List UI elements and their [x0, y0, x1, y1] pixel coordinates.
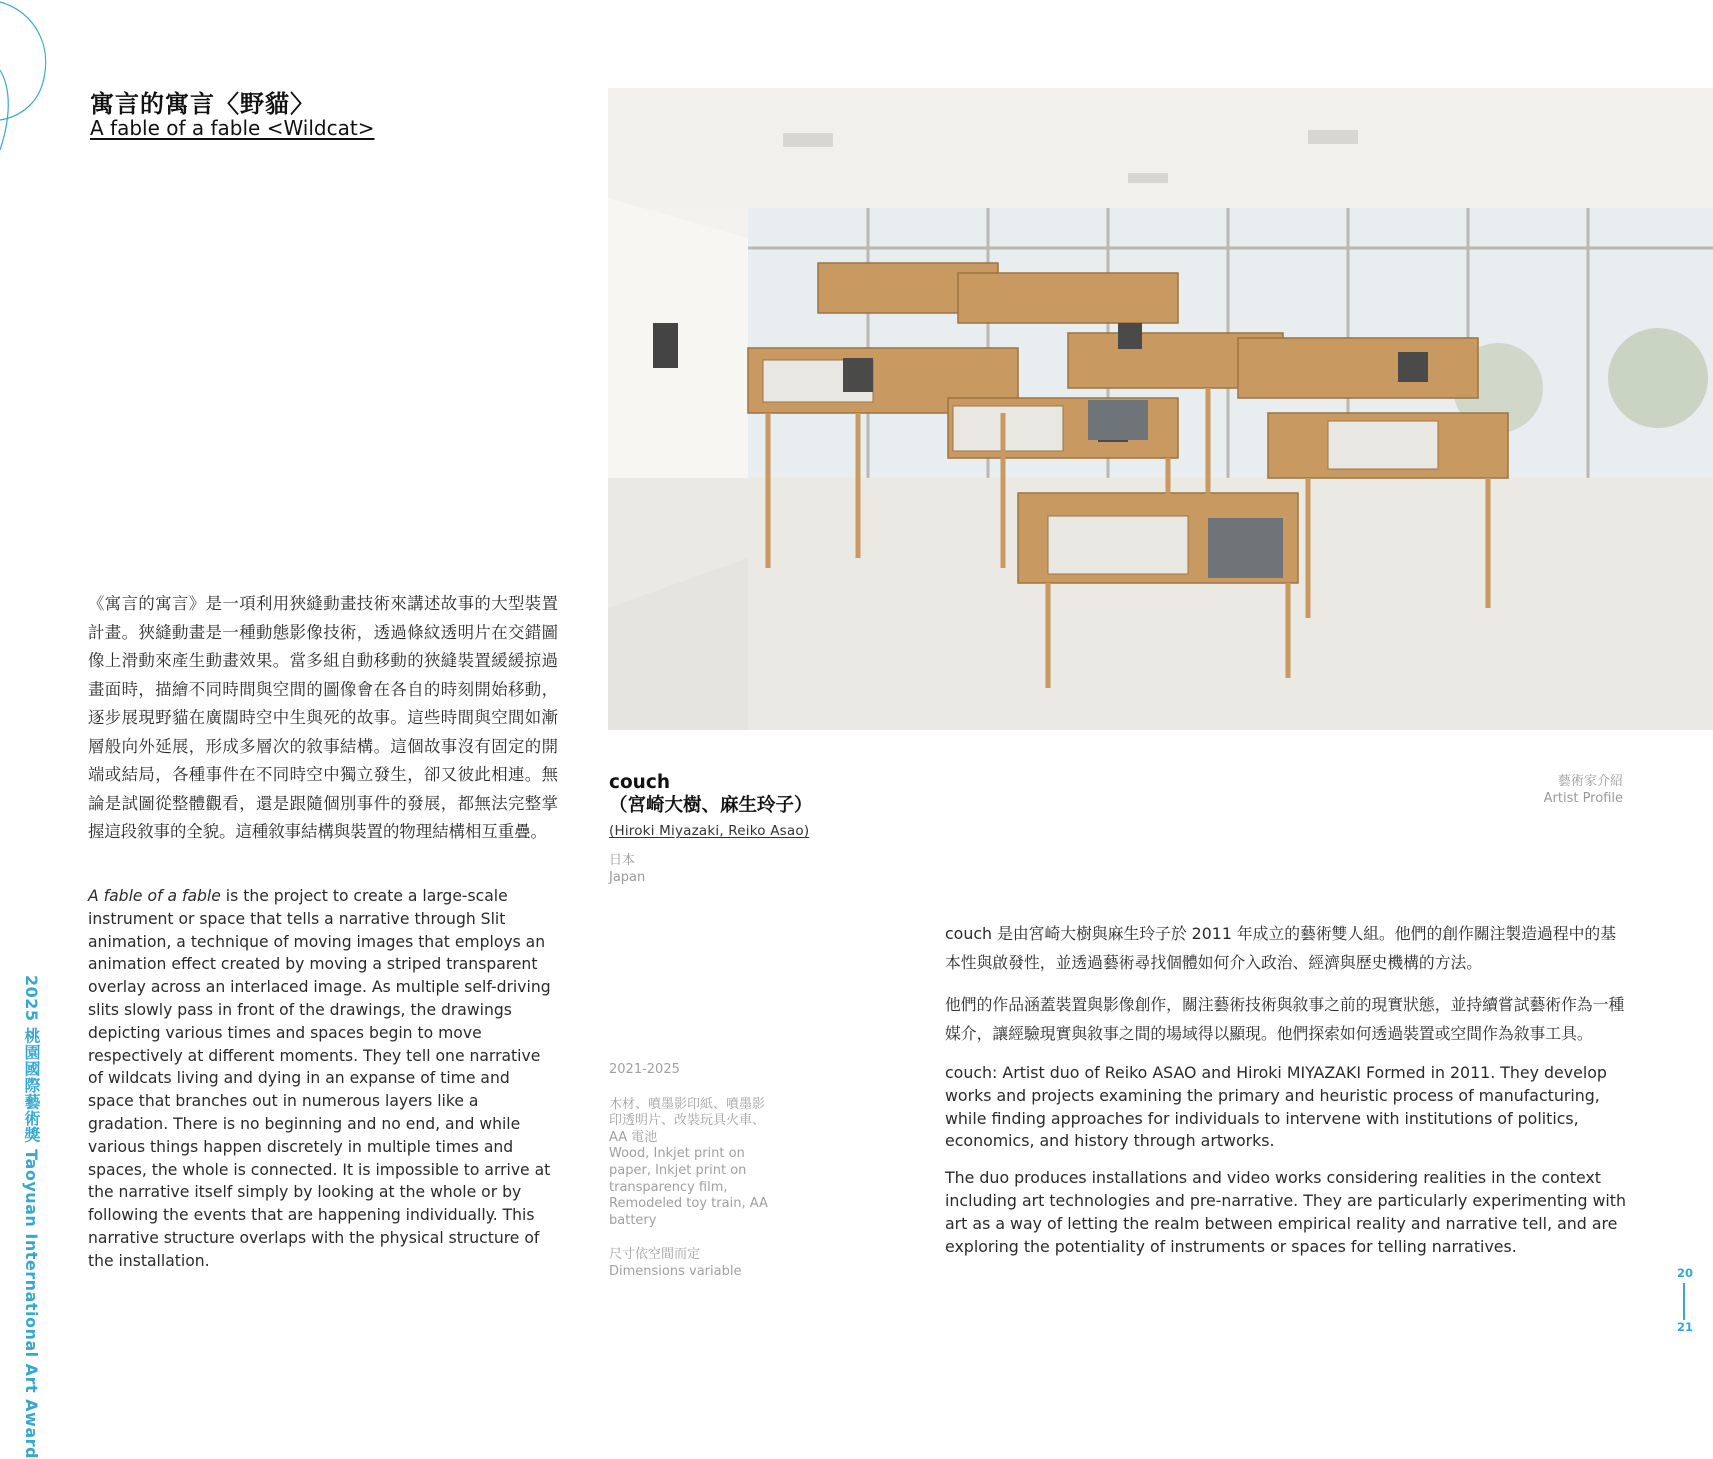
- page-number-right: 21: [1676, 1320, 1693, 1334]
- profile-label-en: Artist Profile: [1543, 791, 1623, 806]
- artist-bio: [945, 920, 1630, 1272]
- description-en-body: is the project to create a large-scale instrument or space that tells a narrative through Slit animation, a technique of moving images that employs an animation effect created by moving a striped transparent overlay across an interlaced image. As multiple self-driving slits slowly pass in front of the drawings, the drawings depicting various times and spaces begin to move respectively at different moments. They tell one narrative of wildcats living and dying in an expanse of time and space that branches out in numerous layers like a gradation. There is no beginning and no end, and while various things happen discretely in multiple times and spaces, the whole is connected. It is impossible to arrive at the narrative itself simply by looking at the whole or by following the events that are happening individually. This narrative structure overlaps with the physical structure of the installation.: [88, 887, 551, 1270]
- decorative-curve-lines: [0, 0, 60, 160]
- artist-name: couch: [609, 772, 670, 793]
- materials-en: Wood, Inkjet print on paper, Inkjet print on transparency film, Remodeled toy train, AA battery: [609, 1146, 768, 1228]
- artist-profile-label: [1544, 773, 1623, 807]
- description-en-title: A fable of a fable: [88, 887, 221, 905]
- bio-en-1: couch: Artist duo of Reiko ASAO and Hiroki MIYAZAKI Formed in 2011. They develop works and projects examining the primary and heuristic process of manufacturing, while finding approaches for individuals to intervene with institutions of politics, economics, and history through artworks.: [945, 1063, 1607, 1151]
- country-zh: 日本: [609, 853, 636, 868]
- artwork-year: 2021-2025: [609, 1062, 680, 1077]
- artist-name-zh: （宮崎大樹、麻生玲子）: [609, 795, 813, 816]
- artist-name-en: (Hiroki Miyazaki, Reiko Asao): [609, 823, 810, 839]
- dimensions-zh: 尺寸依空間而定: [609, 1247, 701, 1263]
- country-en: Japan: [609, 870, 646, 885]
- artwork-title-en: A fable of a fable <Wildcat>: [90, 116, 375, 140]
- page-number-left: 20: [1676, 1266, 1693, 1280]
- artist-name-block: [609, 771, 813, 817]
- description-zh: 《寓言的寓言》是一項利用狹縫動畫技術來講述故事的大型裝置計畫。狹縫動畫是一種動態影像技術，透過條紋透明片在交錯圖像上滑動來產生動畫效果。當多組自動移動的狹縫裝置緩緩掠過畫面時，描繪不同時間與空間的圖像會在各自的時刻開始移動，逐步展現野貓在廣闊時空中生與死的故事。這些時間與空間如漸層般向外延展，形成多層次的敘事結構。這個故事沒有固定的開端或結局，各種事件在不同時空中獨立發生，卻又彼此相連。無論是試圖從整體觀看，還是跟隨個別事件的發展，都無法完整掌握這段敘事的全貌。這種敘事結構與裝置的物理結構相互重疊。: [88, 594, 558, 841]
- bio-zh-2: 他們的作品涵蓋裝置與影像創作，關注藝術技術與敘事之前的現實狀態，並持續嘗試藝術作為一種媒介，讓經驗現實與敘事之間的場域得以顯現。他們探索如何透過裝置或空間作為敘事工具。: [945, 995, 1625, 1043]
- artwork-title-zh: 寓言的寓言〈野貓〉: [90, 90, 315, 118]
- artwork-meta: [609, 1062, 774, 1281]
- installation-photo: [608, 88, 1713, 730]
- page-number-divider: [1683, 1283, 1685, 1320]
- bio-en-2: The duo produces installations and video works considering realities in the context including art technologies and pre-narrative. They are particularly experimenting with art as a way of letting the realm between empirical reality and narrative tell, and are exploring the potentiality of instruments or spaces for telling narratives.: [945, 1168, 1627, 1256]
- artist-country: [609, 852, 645, 886]
- vertical-award-label: 2025 桃園國際藝術獎 Taoyuan International Art Award: [22, 975, 41, 1459]
- description-en: [88, 885, 558, 1273]
- materials-zh: 木材、噴墨影印紙、噴墨影印透明片、改裝玩具火車、AA 電池: [609, 1096, 766, 1145]
- profile-label-zh: 藝術家介紹: [1557, 774, 1623, 789]
- dimensions-en: Dimensions variable: [609, 1263, 742, 1279]
- bio-zh-1: couch 是由宮崎大樹與麻生玲子於 2011 年成立的藝術雙人組。他們的創作關注製造過程中的基本性與啟發性，並透過藝術尋找個體如何介入政治、經濟與歷史機構的方法。: [945, 924, 1617, 972]
